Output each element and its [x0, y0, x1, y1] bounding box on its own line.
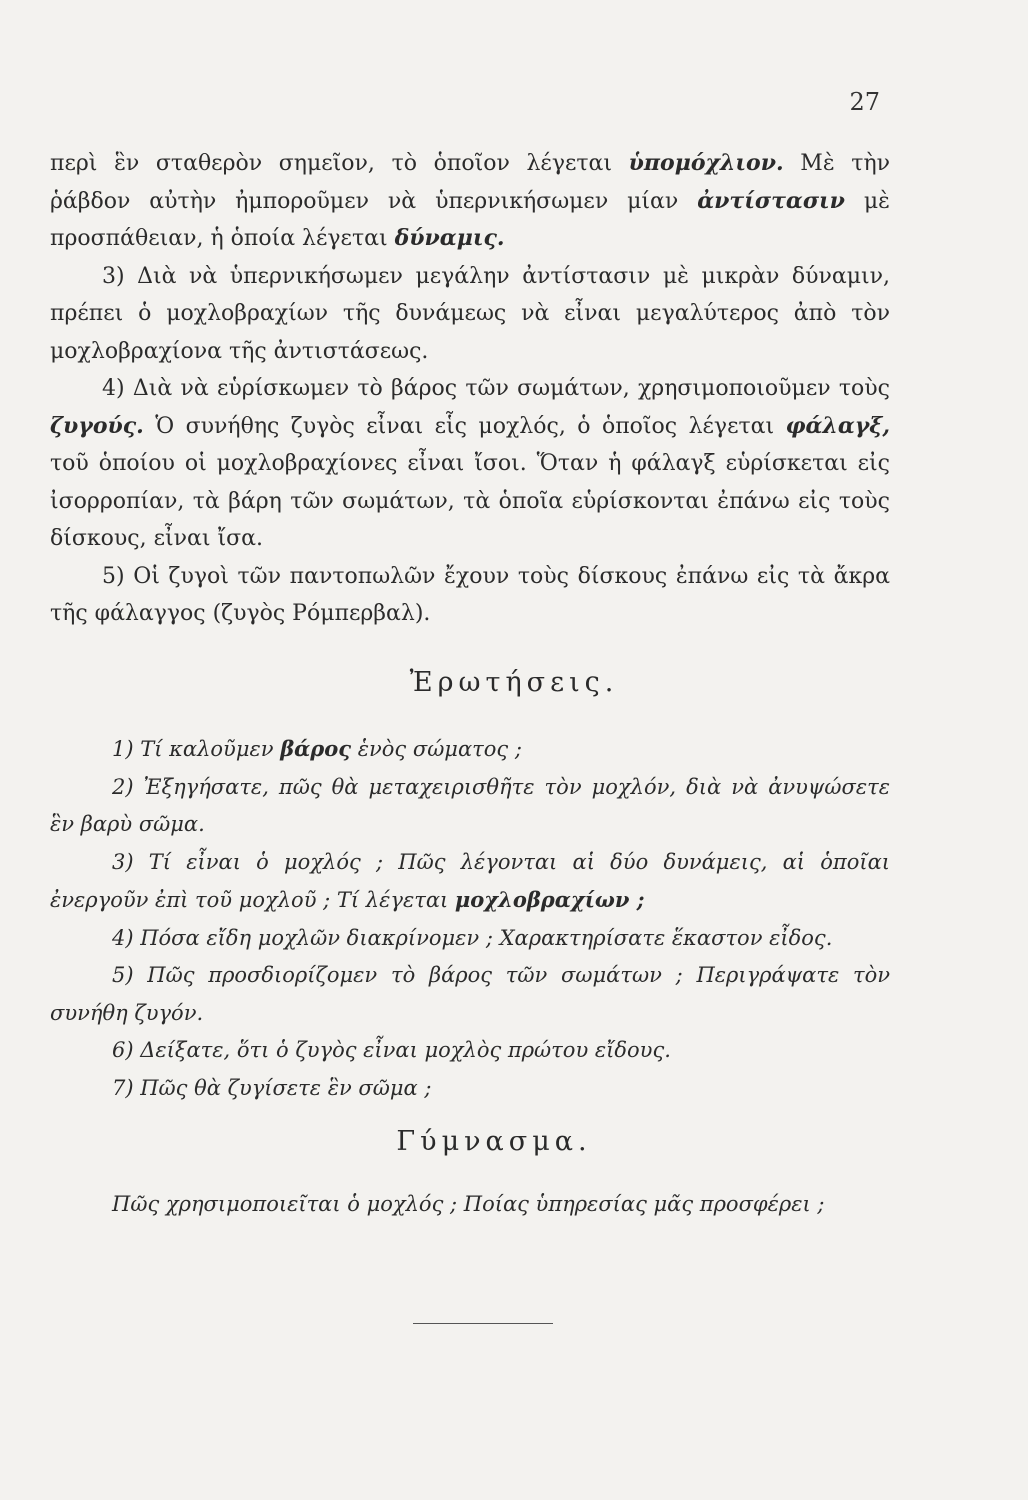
- question-text: 1) Τί καλοῦμεν: [112, 737, 281, 761]
- question-item: 6) Δείξατε, ὅτι ὁ ζυγὸς εἶναι μοχλὸς πρώτου εἴδους.: [112, 1038, 671, 1062]
- exercise-heading: Γύμνασμα.: [396, 1126, 592, 1157]
- term-weight: βάρος: [280, 736, 352, 761]
- question-item: 2) Ἐξηγήσατε, πῶς θὰ μεταχειρισθῆτε τὸν μοχλόν, διὰ νὰ ἀνυψώσετε ἓν βαρὺ σῶμα.: [50, 774, 890, 836]
- question-item: 7) Πῶς θὰ ζυγίσετε ἓν σῶμα ;: [112, 1075, 432, 1100]
- exercise-text: Πῶς χρησιμοποιεῖται ὁ μοχλός ; Ποίας ὑπηρεσίας μᾶς προσφέρει ;: [112, 1192, 825, 1216]
- term-lever-arm: μοχλοβραχίων ;: [454, 887, 645, 912]
- term-fulcrum: ὑπομόχλιον.: [628, 150, 784, 176]
- paragraph-text: τοῦ ὁποίου οἱ μοχλοβραχίονες εἶναι ἴσοι. Ὅταν ἡ φάλαγξ εὑρίσκεται εἰς ἰσορροπίαν, τὰ βάρη τῶν σωμάτων, τὰ ὁποῖα εὑρίσκονται ἐπάνω εἰς τοὺς δίσκους, εἶναι ἴσα.: [50, 451, 890, 551]
- questions-heading: Ἐρωτήσεις.: [409, 667, 619, 698]
- paragraph-text: μὲ προσπάθειαν, ἡ ὁποία λέγεται: [50, 188, 890, 251]
- paragraph-point-4: [50, 370, 890, 558]
- paragraph-text: 4) Διὰ νὰ εὑρίσκωμεν τὸ βάρος τῶν σωμάτων, χρησιμοποιοῦμεν τοὺς: [102, 376, 890, 401]
- term-beam: φάλαγξ,: [785, 412, 890, 439]
- question-item: 5) Πῶς προσδιορίζομεν τὸ βάρος τῶν σωμάτων ; Περιγράψατε τὸν συνήθη ζυγόν.: [50, 963, 890, 1025]
- page-number: 27: [849, 88, 880, 116]
- paragraph-text: περὶ ἓν σταθερὸν σημεῖον, τὸ ὁποῖον λέγεται: [50, 151, 629, 176]
- paragraph-point-3: 3) Διὰ νὰ ὑπερνικήσωμεν μεγάλην ἀντίστασιν μὲ μικρὰν δύναμιν, πρέπει ὁ μοχλοβραχίων τῆς δυνάμεως νὰ εἶναι μεγαλύτερος ἀπὸ τὸν μοχλοβραχίονα τῆς ἀντιστάσεως.: [50, 263, 890, 364]
- body-text: [50, 145, 890, 633]
- question-item: [50, 730, 890, 769]
- questions-list: [50, 730, 890, 1107]
- question-text: ἑνὸς σώματος ;: [351, 737, 522, 761]
- question-item: 4) Πόσα εἴδη μοχλῶν διακρίνομεν ; Χαρακτηρίσατε ἕκαστον εἶδος.: [112, 925, 833, 950]
- paragraph-point-5: 5) Οἱ ζυγοὶ τῶν παντοπωλῶν ἔχουν τοὺς δίσκους ἐπάνω εἰς τὰ ἄκρα τῆς φάλαγγος (ζυγὸς Ρόμπερβαλ).: [50, 563, 890, 626]
- term-resistance: ἀντίστασιν: [697, 187, 845, 214]
- paragraph-text: Μὲ τὴν ῥάβδον αὐτὴν ἠμποροῦμεν νὰ ὑπερνικήσωμεν μίαν: [50, 151, 890, 214]
- question-item: [50, 844, 890, 920]
- paragraph-text: Ὁ συνήθης ζυγὸς εἶναι εἷς μοχλός, ὁ ὁποῖος λέγεται: [143, 413, 786, 439]
- question-text: 3) Τί εἶναι ὁ μοχλός ; Πῶς λέγονται αἱ δύο δυνάμεις, αἱ ὁποῖαι ἐνεργοῦν ἐπὶ τοῦ μοχλοῦ ; Τί λέγεται: [50, 849, 890, 912]
- term-force: δύναμις.: [394, 225, 505, 251]
- end-rule: [413, 1323, 553, 1324]
- paragraph-lever-fulcrum: [50, 145, 890, 258]
- term-scales: ζυγούς.: [50, 412, 144, 439]
